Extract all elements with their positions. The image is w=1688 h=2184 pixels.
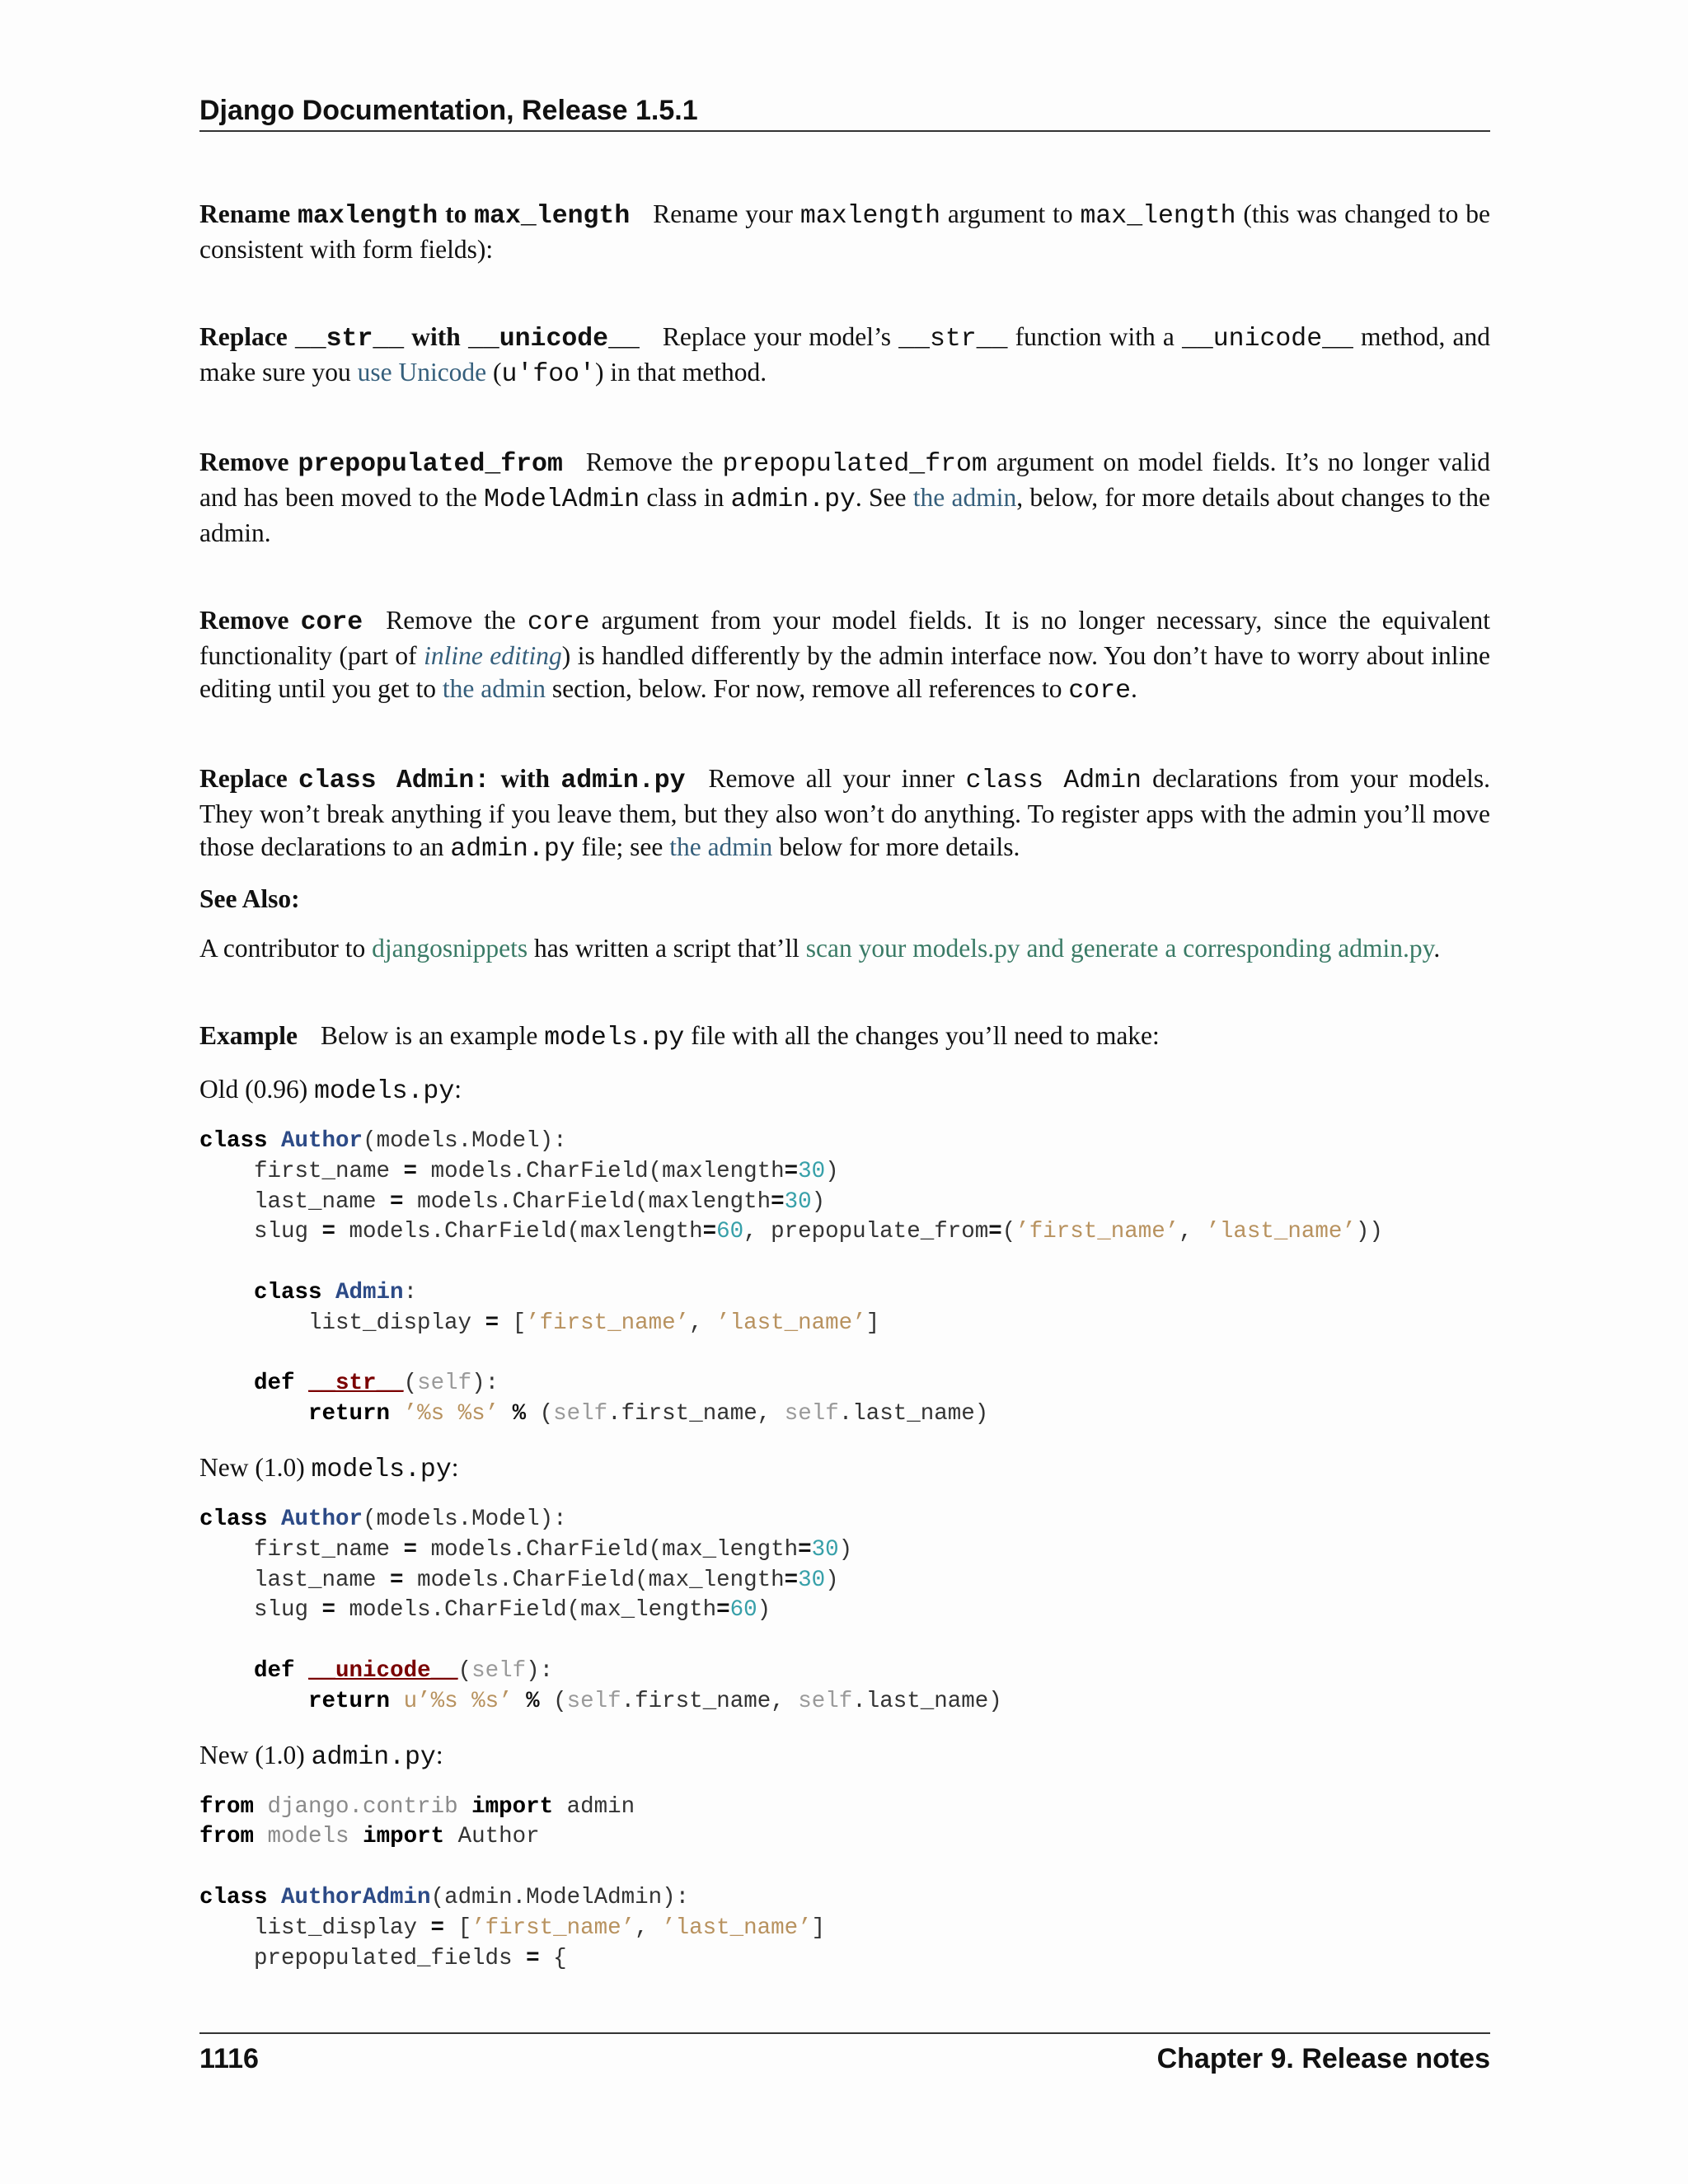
new-models-label: New (1.0) models.py:: [199, 1452, 459, 1484]
item-replace-class-admin: Replace class Admin: with admin.py Remove all your inner class Admin declarations from your models. They won’t break anything if you leave them, but they also won’t do anything. To register apps with the admin you’ll move those declarations to an admin.py file; see the admin below for more details.: [199, 764, 1491, 864]
the-admin-link[interactable]: the admin: [442, 674, 546, 703]
item-replace-str: Replace __str__ with __unicode__ Replace your model’s __str__ function with a __unicode__ method, and make sure you use Unicode (u'foo') in that method.: [199, 322, 1490, 389]
admin-script-link[interactable]: scan your models.py and generate a corresponding admin.py: [805, 934, 1434, 963]
item-remove-core: Remove core Remove the core argument from your model fields. It is no longer necessary, since the equivalent functionality (part of inline editing) is handled differently by the admin interface now. You don’t have to worry about inline editing until you get to the admin section, below. For now, remove all references to core.: [199, 606, 1490, 705]
the-admin-link[interactable]: the admin: [912, 483, 1017, 512]
item-term: Rename maxlength to max_length: [199, 199, 631, 231]
code-block-old-models: class Author(models.Model): first_name = models.CharField(maxlength=30) last_name = models.CharField(maxlength=30) slug = models.CharField(maxlength=60, prepopulate_from=(’first_name’, ’last_name’)) class Admin: list_display = [’first_name’, ’last_name’] def __str__(self): return ’%s %s’ % (self.first_name, self.last_name): [199, 1128, 1383, 1427]
see-also-text: A contributor to djangosnippets has written a script that’ll scan your models.py and generate a corresponding admin.py.: [199, 934, 1441, 963]
chapter-title: Chapter 9. Release notes: [1156, 2043, 1490, 2074]
see-also-title: See Also:: [199, 884, 300, 913]
item-term: Replace __str__ with __unicode__: [199, 322, 640, 354]
djangosnippets-link[interactable]: djangosnippets: [372, 934, 528, 963]
old-models-label: Old (0.96) models.py:: [199, 1075, 462, 1106]
item-term: Remove core: [199, 606, 363, 637]
page-number: 1116: [199, 2043, 259, 2074]
example-intro: Example Below is an example models.py file with all the changes you’ll need to make:: [199, 1021, 1160, 1052]
use-unicode-link[interactable]: use Unicode: [357, 358, 487, 387]
item-term: Replace class Admin: with admin.py: [199, 764, 686, 795]
inline-editing-link[interactable]: inline editing: [424, 641, 562, 670]
code-block-new-models: class Author(models.Model): first_name = models.CharField(max_length=30) last_name = models.CharField(max_length=30) slug = models.CharField(max_length=60) def __unicode__(self): return u’%s %s’ % (self.first_name, self.last_name): [199, 1506, 1002, 1714]
the-admin-link[interactable]: the admin: [669, 832, 773, 861]
running-footer: [199, 2032, 1490, 2077]
item-term: Remove prepopulated_from: [199, 448, 563, 479]
running-header: Django Documentation, Release 1.5.1: [199, 92, 1490, 132]
code-block-new-admin: from django.contrib import admin from models import Author class AuthorAdmin(admin.ModelAdmin): list_display = [’first_name’, ’last_name’] prepopulated_fields = {: [199, 1793, 826, 1971]
page-content: [199, 198, 1490, 1995]
new-admin-label: New (1.0) admin.py:: [199, 1740, 443, 1772]
item-rename-maxlength: Rename maxlength to max_length Rename your maxlength argument to max_length (this was changed to be consistent with form fields):: [199, 199, 1490, 264]
item-remove-prepopulated: Remove prepopulated_from Remove the prepopulated_from argument on model fields. It’s no longer valid and has been moved to the ModelAdmin class in admin.py. See the admin, below, for more details about changes to the admin.: [199, 448, 1491, 547]
